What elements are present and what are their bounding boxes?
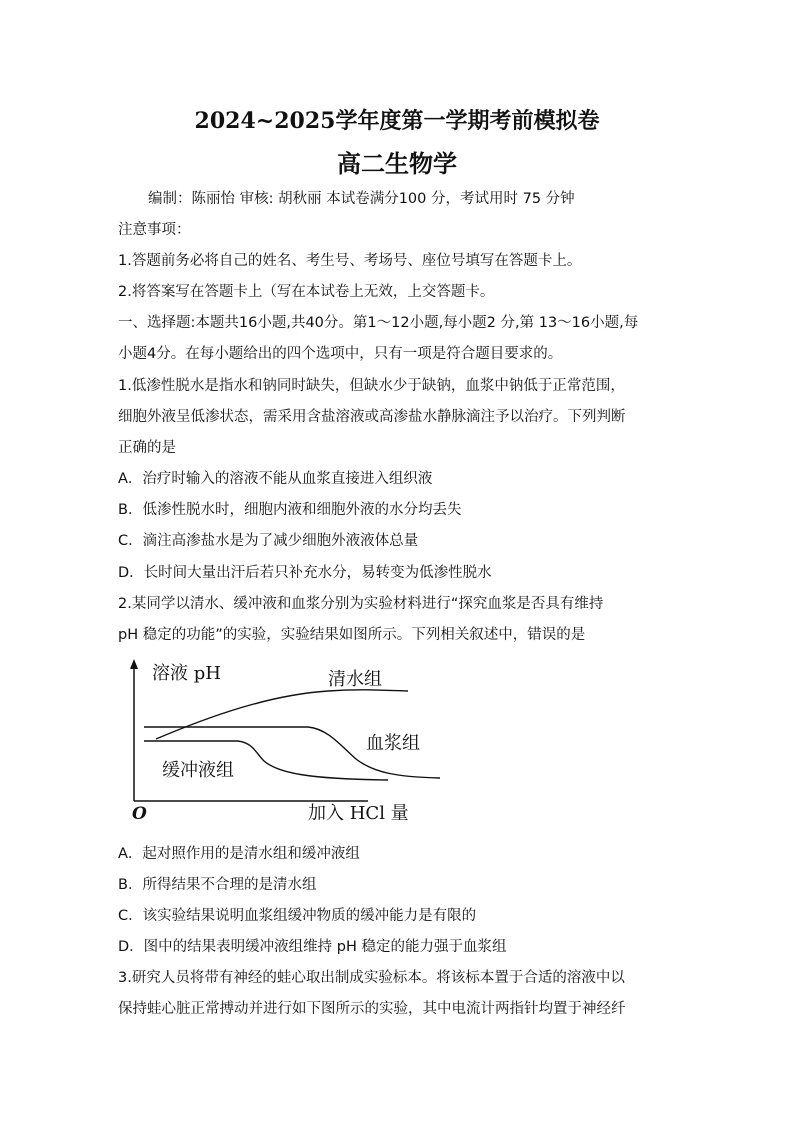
- label-water-group: 清水组: [328, 669, 382, 690]
- question-1-option-d: D．长时间大量出汗后若只补充水分，易转变为低渗性脱水: [118, 565, 492, 581]
- note-item: 1.答题前务必将自己的姓名、考生号、考场号、座位号填写在答题卡上。: [118, 253, 582, 269]
- question-1-option-a: A．治疗时输入的溶液不能从血浆直接进入组织液: [118, 471, 433, 487]
- label-buffer-group: 缓冲液组: [162, 760, 234, 781]
- notes-heading: 注意事项：: [118, 222, 191, 238]
- question-3-stem: 保持蛙心脏正常搏动并进行如下图所示的实验，其中电流计两指针均置于神经纤: [118, 1001, 626, 1017]
- y-axis-label: 溶液 pH: [152, 663, 221, 684]
- note-item: 2.将答案写在答题卡上（写在本试卷上无效，上交答题卡。: [118, 284, 495, 300]
- water-group-curve: [156, 690, 408, 739]
- question-3-stem: 3.研究人员将带有神经的蛙心取出制成实验标本。将该标本置于合适的溶液中以: [118, 970, 625, 986]
- label-plasma-group: 血浆组: [366, 733, 420, 754]
- ph-experiment-figure: [118, 655, 458, 830]
- question-1-option-c: C．滴注高渗盐水是为了减少细胞外液液体总量: [118, 533, 419, 549]
- question-1-stem: 1.低渗性脱水是指水和钠同时缺失，但缺水少于缺钠，血浆中钠低于正常范围，: [118, 378, 625, 394]
- y-axis-arrow: [130, 659, 138, 669]
- exam-meta: 编制：陈丽怡 审核: 胡秋丽 本试卷满分100 分，考试用时 75 分钟: [148, 191, 575, 207]
- exam-subject: 高二生物学: [337, 149, 457, 178]
- question-2-option-a: A．起对照作用的是清水组和缓冲液组: [118, 846, 360, 862]
- ph-curves-diagram: [118, 655, 458, 830]
- question-2-option-d: D．图中的结果表明缓冲液组维持 pH 稳定的能力强于血浆组: [118, 939, 507, 955]
- exam-title: 2024~2025学年度第一学期考前模拟卷: [194, 108, 600, 134]
- section-instructions: 一、选择题:本题共16小题,共40分。第1～12小题,每小题2 分,第 13～16小题,每: [118, 315, 639, 331]
- question-2-option-b: B．所得结果不合理的是清水组: [118, 877, 317, 893]
- question-2-option-c: C．该实验结果说明血浆组缓冲物质的缓冲能力是有限的: [118, 908, 477, 924]
- x-axis-label: 加入 HCl 量: [308, 803, 409, 824]
- question-1-stem: 正确的是: [118, 440, 176, 456]
- question-1-option-b: B．低渗性脱水时，细胞内液和细胞外液的水分均丢失: [118, 502, 462, 518]
- question-1-stem: 细胞外液呈低渗状态，需采用含盐溶液或高渗盐水静脉滴注予以治疗。下列判断: [118, 409, 626, 425]
- question-2-stem: pH 稳定的功能”的实验，实验结果如图所示。下列相关叙述中，错误的是: [118, 627, 586, 643]
- origin-label: O: [132, 804, 147, 824]
- question-2-stem: 2.某同学以清水、缓冲液和血浆分别为实验材料进行“探究血浆是否具有维持: [118, 596, 604, 612]
- section-instructions: 小题4分。在每小题给出的四个选项中，只有一项是符合题目要求的。: [118, 346, 563, 362]
